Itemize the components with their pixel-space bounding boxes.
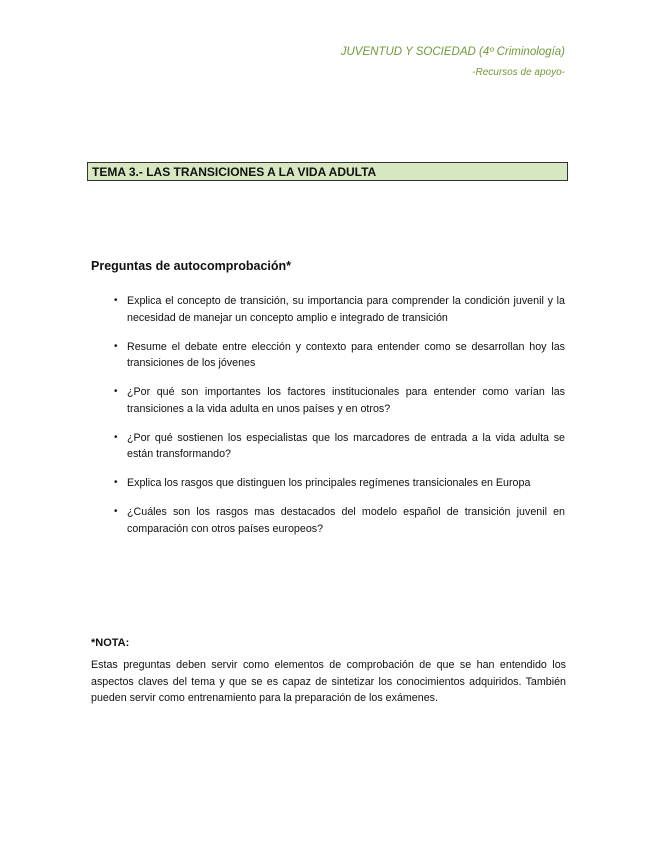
question-item (112, 430, 565, 463)
question-item (112, 339, 565, 372)
bullet-icon: • (114, 386, 118, 397)
resources-subheader: -Recursos de apoyo- (472, 67, 565, 78)
note-text: Estas preguntas deben servir como elementos de comprobación de que se han entendido los aspectos claves del tema y que se es capaz de sintetizar los conocimientos adquiridos. También pueden servir como entrenamiento para la preparación de los exámenes. (91, 659, 566, 704)
bullet-icon: • (114, 340, 118, 352)
bullet-icon: • (114, 295, 118, 306)
bullet-icon: • (114, 431, 118, 443)
topic-title: TEMA 3.- LAS TRANSICIONES A LA VIDA ADULTA (92, 165, 377, 179)
question-text: ¿Por qué son importantes los factores institucionales para entender como varían las transiciones a la vida adulta en unos países y en otros? (127, 386, 565, 415)
topic-title-box (87, 162, 568, 181)
bullet-icon: • (114, 506, 118, 517)
question-item (112, 504, 565, 537)
question-text: Explica los rasgos que distinguen los principales regímenes transicionales en Europa (127, 477, 531, 489)
questions-section-title: Preguntas de autocomprobación* (91, 259, 292, 273)
question-text: Explica el concepto de transición, su importancia para comprender la condición juvenil y la necesidad de manejar un concepto amplio e integrado de transición (127, 295, 565, 324)
note-title: *NOTA: (91, 637, 130, 649)
questions-list (112, 293, 565, 550)
bullet-icon: • (114, 477, 118, 488)
question-item (112, 475, 565, 492)
question-item (112, 293, 565, 326)
question-text: ¿Cuáles son los rasgos mas destacados del modelo español de transición juvenil en comparación con otros países europeos? (127, 506, 565, 535)
question-item (112, 384, 565, 417)
running-header (341, 44, 565, 81)
question-text: Resume el debate entre elección y contexto para entender como se desarrollan hoy las transiciones de los jóvenes (127, 340, 565, 369)
question-text: ¿Por qué sostienen los especialistas que los marcadores de entrada a la vida adulta se están transformando? (127, 431, 565, 460)
course-header: JUVENTUD Y SOCIEDAD (4º Criminología) (340, 46, 565, 58)
